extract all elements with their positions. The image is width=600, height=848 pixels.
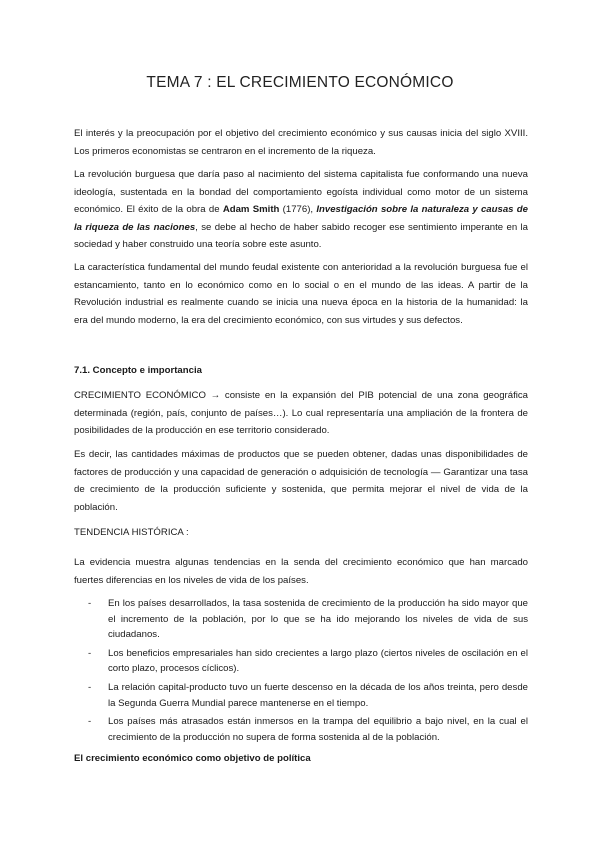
- list-item-text: En los países desarrollados, la tasa sostenida de crecimiento de la producción ha sido mayor que el incremento de la población, por lo que se ha ido mejorando los niveles de vida de sus ciudadanos.: [108, 598, 528, 641]
- tendencia-heading: TENDENCIA HISTÓRICA :: [74, 527, 189, 538]
- explanation-paragraph: Es decir, las cantidades máximas de productos que se pueden obtener, dadas unas disponibilidades de factores de producción y una capacidad de generación o adquisición de tecnología — Garantizar una tasa de crecimiento de la producción suficiente y sostenida, que permita mejorar el nivel de vida de la población.: [74, 449, 528, 513]
- subsection-heading: El crecimiento económico como objetivo de política: [74, 753, 311, 764]
- author-name: Adam Smith: [222, 204, 280, 215]
- intro-p2-text-b: (1776),: [279, 204, 317, 215]
- book-title: Investigación sobre la naturaleza y causas de la riqueza de las naciones: [74, 204, 528, 233]
- intro-p2-text-c: , se debe al hecho de haber sabido recoger ese sentimiento imperante en la sociedad y haber construido una teoría sobre este asunto.: [74, 221, 528, 250]
- page-title: TEMA 7 : EL CRECIMIENTO ECONÓMICO: [146, 74, 454, 91]
- section-heading-7-1: 7.1. Concepto e importancia: [74, 365, 202, 376]
- bullet-dash: -: [88, 681, 92, 693]
- list-item: [88, 680, 528, 711]
- bullet-dash: -: [88, 598, 92, 609]
- tendencia-list: [88, 596, 528, 748]
- bullet-dash: -: [88, 716, 92, 728]
- list-item: [88, 596, 528, 643]
- intro-paragraph-1: El interés y la preocupación por el objetivo del crecimiento económico y sus causas inicia del siglo XVIII. Los primeros economistas se centraron en el incremento de la riqueza.: [74, 128, 528, 157]
- intro-paragraph-2: [74, 166, 528, 254]
- list-item: [88, 646, 528, 677]
- list-item-text: Los beneficios empresariales han sido crecientes a largo plazo (ciertos niveles de oscilación en el corto plazo, procesos cíclicos).: [108, 647, 528, 675]
- list-item-text: La relación capital-producto tuvo un fuerte descenso en la década de los años treinta, pero desde la Segunda Guerra Mundial parece mantenerse en el tiempo.: [108, 681, 528, 709]
- definition-paragraph: CRECIMIENTO ECONÓMICO → consiste en la expansión del PIB potencial de una zona geográfica determinada (región, país, conjunto de países…). Lo cual representaría una ampliación de la frontera de posibilidades de la producción en ese territorio considerado.: [74, 390, 528, 436]
- list-item-text: Los países más atrasados están inmersos en la trampa del equilibrio a bajo nivel, en la cual el crecimiento de la producción no supera de forma sostenida al de la población.: [108, 716, 528, 743]
- intro-paragraph-3: La característica fundamental del mundo feudal existente con anterioridad a la revolución burguesa fue el estancamiento, tanto en lo económico como en lo social o en el mundo de las ideas. A partir de la Revolución industrial es realmente cuando se inicia una nueva época en la historia de la humanidad: la era del mundo moderno, la era del crecimiento económico, con sus virtudes y sus defectos.: [74, 262, 528, 326]
- list-item: [88, 714, 528, 745]
- bullet-dash: -: [88, 647, 92, 659]
- tendencia-intro: La evidencia muestra algunas tendencias en la senda del crecimiento económico que han marcado fuertes diferencias en los niveles de vida de los países.: [74, 557, 528, 586]
- intro-p2-text-a: La revolución burguesa que daría paso al nacimiento del sistema capitalista fue conformando una nueva ideología, sustentada en la bondad del comportamiento egoísta individual como motor de un sistema económico. El éxito de la obra de: [74, 169, 528, 215]
